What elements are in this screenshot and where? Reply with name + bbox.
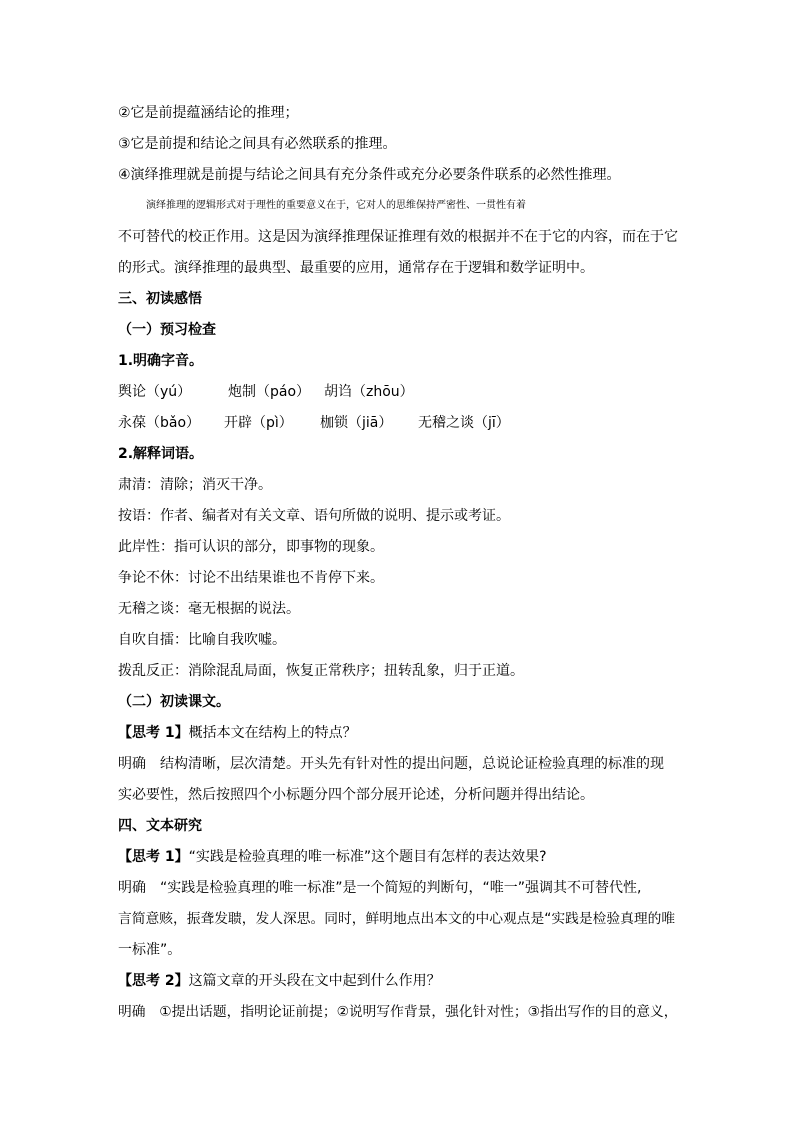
list-item-3: ③它是前提和结论之间具有必然联系的推理。	[118, 136, 397, 152]
question-tag: 【思考 2】	[118, 973, 189, 989]
paragraph-line: 演绎推理的逻辑形式对于理性的重要意义在于，它对人的思维保持严密性、一贯性有着	[146, 200, 526, 211]
paragraph-line: 不可替代的校正作用。这是因为演绎推理保证推理有效的根据并不在于它的内容，而在于它	[118, 229, 678, 245]
question-text: 概括本文在结构上的特点？	[188, 725, 357, 741]
list-item-2: ②它是前提蕴涵结论的推理；	[118, 105, 299, 121]
subsection-heading: （一）预习检查	[118, 322, 216, 338]
section-heading-3: 三、初读感悟	[118, 291, 202, 307]
definition-line: 拨乱反正：消除混乱局面，恢复正常秩序；扭转乱象，归于正道。	[118, 663, 524, 679]
pronunciation-item: 无稽之谈（jī）	[418, 415, 510, 431]
definition-line: 无稽之谈：毫无根据的说法。	[118, 601, 300, 617]
definition-line: 此岸性：指可认识的部分，即事物的现象。	[118, 539, 384, 555]
subsection-heading: （二）初读课文。	[118, 694, 230, 710]
answer-line: 言简意赅，振聋发聩，发人深思。同时，鲜明地点出本文的中心观点是“实践是检验真理的唯	[118, 911, 676, 927]
pronunciation-item: 枷锁（jiā）	[320, 415, 393, 431]
pronunciation-item: 开辟（pì）	[224, 415, 293, 431]
pronunciation-item: 胡诌（zhōu）	[324, 384, 414, 400]
item-heading: 1.明确字音。	[118, 353, 204, 369]
section-heading-4: 四、文本研究	[118, 818, 202, 834]
list-item-4: ④演绎推理就是前提与结论之间具有充分条件或充分必要条件联系的必然性推理。	[118, 167, 621, 183]
question-text: “实践是检验真理的唯一标准”这个题目有怎样的表达效果?	[188, 849, 547, 865]
pronunciation-row	[118, 413, 678, 433]
question-line	[118, 847, 678, 867]
pronunciation-item: 舆论（yú）	[118, 384, 192, 400]
question-tag: 【思考 1】	[118, 725, 189, 741]
pronunciation-item: 永葆（bǎo）	[118, 415, 201, 431]
answer-line: 实必要性，然后按照四个小标题分四个部分展开论述，分析问题并得出结论。	[118, 787, 594, 803]
definition-line: 按语：作者、编者对有关文章、语句所做的说明、提示或考证。	[118, 508, 510, 524]
definition-line: 争论不休：讨论不出结果谁也不肯停下来。	[118, 570, 384, 586]
answer-line: 明确 “实践是检验真理的唯一标准”是一个简短的判断句，“唯一”强调其不可替代性,	[118, 880, 642, 896]
answer-line: 明确 结构清晰，层次清楚。开头先有针对性的提出问题，总说论证检验真理的标准的现	[118, 756, 664, 772]
pronunciation-row	[118, 382, 678, 402]
question-line	[118, 723, 678, 743]
pronunciation-item: 炮制（páo）	[228, 384, 311, 400]
paragraph-line: 的形式。演绎推理的最典型、最重要的应用，通常存在于逻辑和数学证明中。	[118, 260, 594, 276]
question-line	[118, 971, 678, 991]
item-heading: 2.解释词语。	[118, 446, 204, 462]
question-tag: 【思考 1】	[118, 849, 189, 865]
answer-line: 一标准”。	[118, 942, 182, 958]
answer-line: 明确 ①提出话题，指明论证前提；②说明写作背景，强化针对性；③指出写作的目的意义，	[118, 1004, 678, 1020]
question-text: 这篇文章的开头段在文中起到什么作用？	[188, 973, 441, 989]
definition-line: 肃清：清除；消灭干净。	[118, 477, 272, 493]
definition-line: 自吹自擂：比喻自我吹嘘。	[118, 632, 286, 648]
